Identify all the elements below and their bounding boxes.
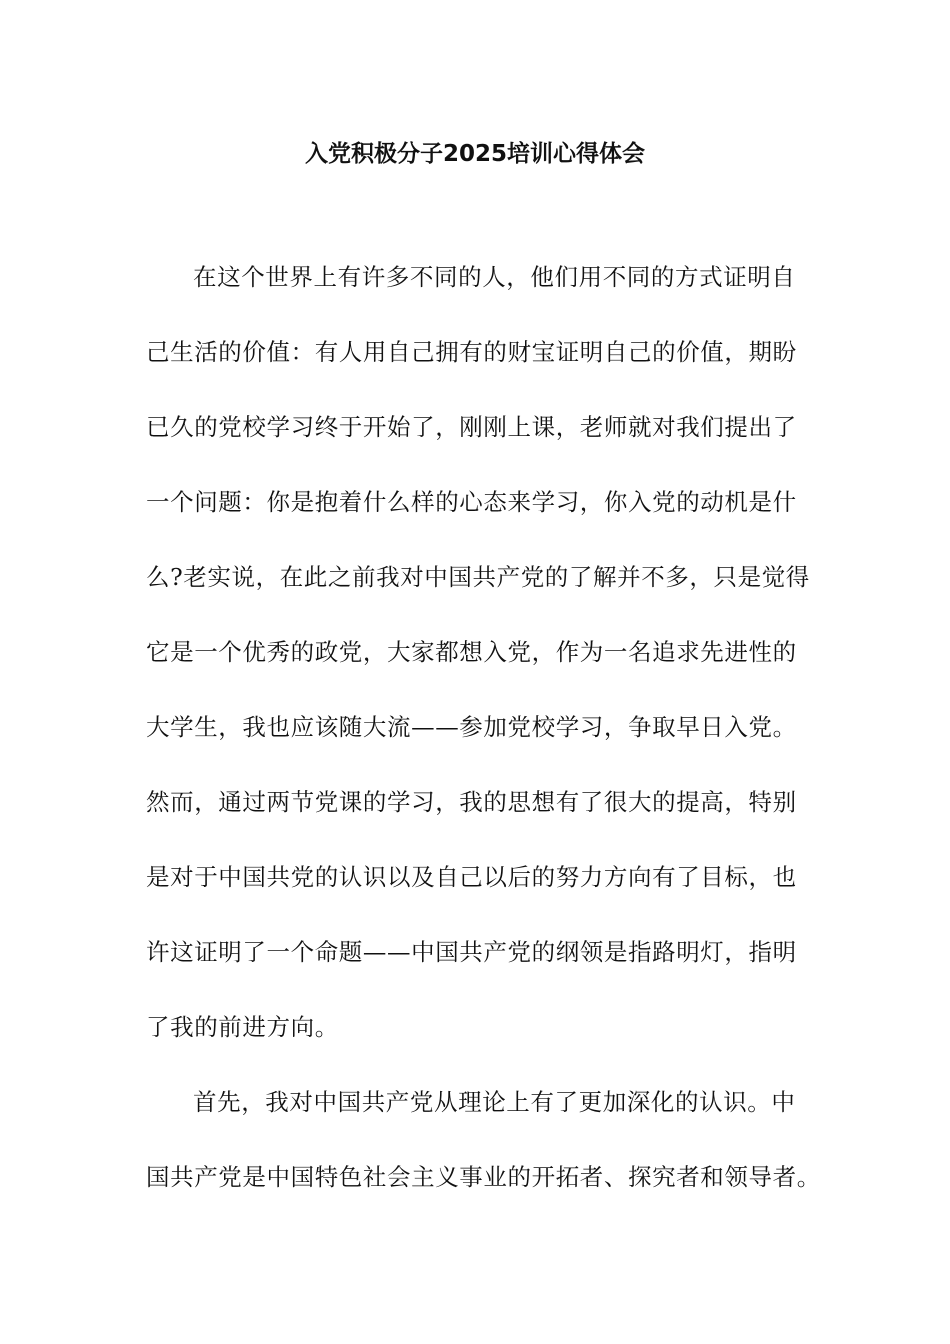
paragraph-1 [146, 257, 822, 1082]
text-line: 首先，我对中国共产党从理论上有了更加深化的认识。中 [193, 1088, 796, 1116]
paragraph-2 [146, 1082, 822, 1232]
text-line: 己生活的价值：有人用自己拥有的财宝证明自己的价值，期盼 [146, 338, 797, 366]
text-line: 么?老实说，在此之前我对中国共产党的了解并不多，只是觉得 [146, 563, 810, 591]
text-line: 国共产党是中国特色社会主义事业的开拓者、探究者和领导者。 [146, 1163, 821, 1191]
text-line: 在这个世界上有许多不同的人，他们用不同的方式证明自 [193, 263, 796, 291]
text-line: 了我的前进方向。 [146, 1013, 339, 1041]
text-line: 是对于中国共党的认识以及自己以后的努力方向有了目标，也 [146, 863, 797, 891]
text-line: 然而，通过两节党课的学习，我的思想有了很大的提高，特别 [146, 788, 797, 816]
text-line: 大学生，我也应该随大流——参加党校学习，争取早日入党。 [146, 713, 797, 741]
document-body [146, 257, 822, 1232]
text-line: 一个问题：你是抱着什么样的心态来学习，你入党的动机是什 [146, 488, 797, 516]
document-title: 入党积极分子2025培训心得体会 [304, 141, 645, 167]
text-line: 许这证明了一个命题——中国共产党的纲领是指路明灯，指明 [146, 938, 797, 966]
text-line: 已久的党校学习终于开始了，刚刚上课，老师就对我们提出了 [146, 413, 797, 441]
text-line: 它是一个优秀的政党，大家都想入党，作为一名追求先进性的 [146, 638, 797, 666]
